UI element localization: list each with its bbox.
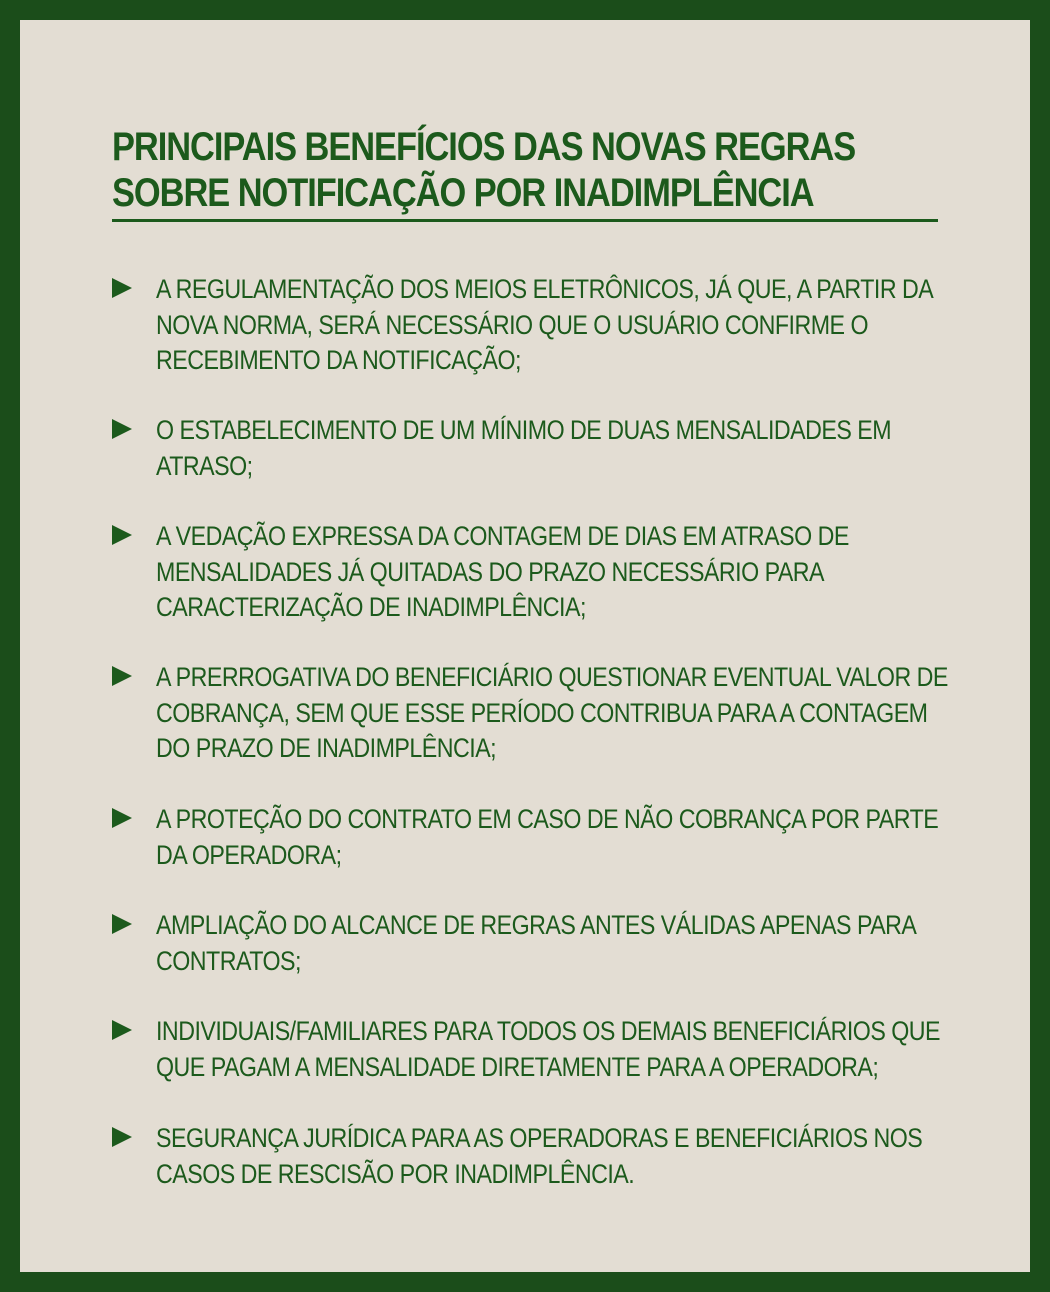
title-line-2: SOBRE NOTIFICAÇÃO POR INADIMPLÊNCIA <box>112 171 814 215</box>
list-item-line: AMPLIAÇÃO DO ALCANCE DE REGRAS ANTES VÁLIDAS APENAS PARA <box>156 910 917 940</box>
list-item-line: A REGULAMENTAÇÃO DOS MEIOS ELETRÔNICOS, JÁ QUE, A PARTIR DA <box>156 274 934 304</box>
list-item-text <box>156 1121 930 1192</box>
list-item-line: QUE PAGAM A MENSALIDADE DIRETAMENTE PARA A OPERADORA; <box>156 1051 879 1082</box>
play-triangle-icon <box>112 278 132 298</box>
list-item-line: CONTRATOS; <box>156 945 301 976</box>
list-item-line: DA OPERADORA; <box>156 839 342 870</box>
list-item-line: ATRASO; <box>156 450 253 481</box>
list-item-text <box>156 519 930 626</box>
play-triangle-icon <box>112 1127 132 1147</box>
play-triangle-icon <box>112 525 132 545</box>
list-item-line: RECEBIMENTO DA NOTIFICAÇÃO; <box>156 345 521 375</box>
play-triangle-icon <box>112 808 132 828</box>
list-item-text <box>156 1014 940 1085</box>
title-line-1: PRINCIPAIS BENEFÍCIOS DAS NOVAS REGRAS <box>112 125 856 169</box>
list-item-line: SEGURANÇA JURÍDICA PARA AS OPERADORAS E BENEFICIÁRIOS NOS <box>156 1123 923 1153</box>
title-divider <box>112 219 938 222</box>
list-item-text <box>156 413 930 484</box>
content-card <box>20 20 1030 1272</box>
list-item-text <box>156 908 930 979</box>
list-item-line: CARACTERIZAÇÃO DE INADIMPLÊNCIA; <box>156 592 586 622</box>
list-item-line: MENSALIDADES JÁ QUITADAS DO PRAZO NECESSÁRIO PARA <box>156 556 825 587</box>
list-item-text <box>156 660 948 767</box>
play-triangle-icon <box>112 1020 132 1040</box>
list-item-line: INDIVIDUAIS/FAMILIARES PARA TODOS OS DEMAIS BENEFICIÁRIOS QUE <box>156 1016 940 1046</box>
list-item-text <box>156 272 934 379</box>
list-item-line: NOVA NORMA, SERÁ NECESSÁRIO QUE O USUÁRIO CONFIRME O <box>156 309 869 340</box>
list-item-line: A PRERROGATIVA DO BENEFICIÁRIO QUESTIONAR EVENTUAL VALOR DE <box>156 662 948 692</box>
list-item-line: COBRANÇA, SEM QUE ESSE PERÍODO CONTRIBUA PARA A CONTAGEM <box>156 697 928 728</box>
page-title <box>112 124 856 216</box>
play-triangle-icon <box>112 419 132 439</box>
list-item-text <box>156 802 939 873</box>
play-triangle-icon <box>112 666 132 686</box>
list-item-line: A VEDAÇÃO EXPRESSA DA CONTAGEM DE DIAS EM ATRASO DE <box>156 521 849 551</box>
list-item-line: DO PRAZO DE INADIMPLÊNCIA; <box>156 733 497 763</box>
list-item-line: CASOS DE RESCISÃO POR INADIMPLÊNCIA. <box>156 1158 635 1189</box>
list-item-line: O ESTABELECIMENTO DE UM MÍNIMO DE DUAS MENSALIDADES EM <box>156 415 892 445</box>
play-triangle-icon <box>112 914 132 934</box>
list-item-line: A PROTEÇÃO DO CONTRATO EM CASO DE NÃO COBRANÇA POR PARTE <box>156 804 939 834</box>
